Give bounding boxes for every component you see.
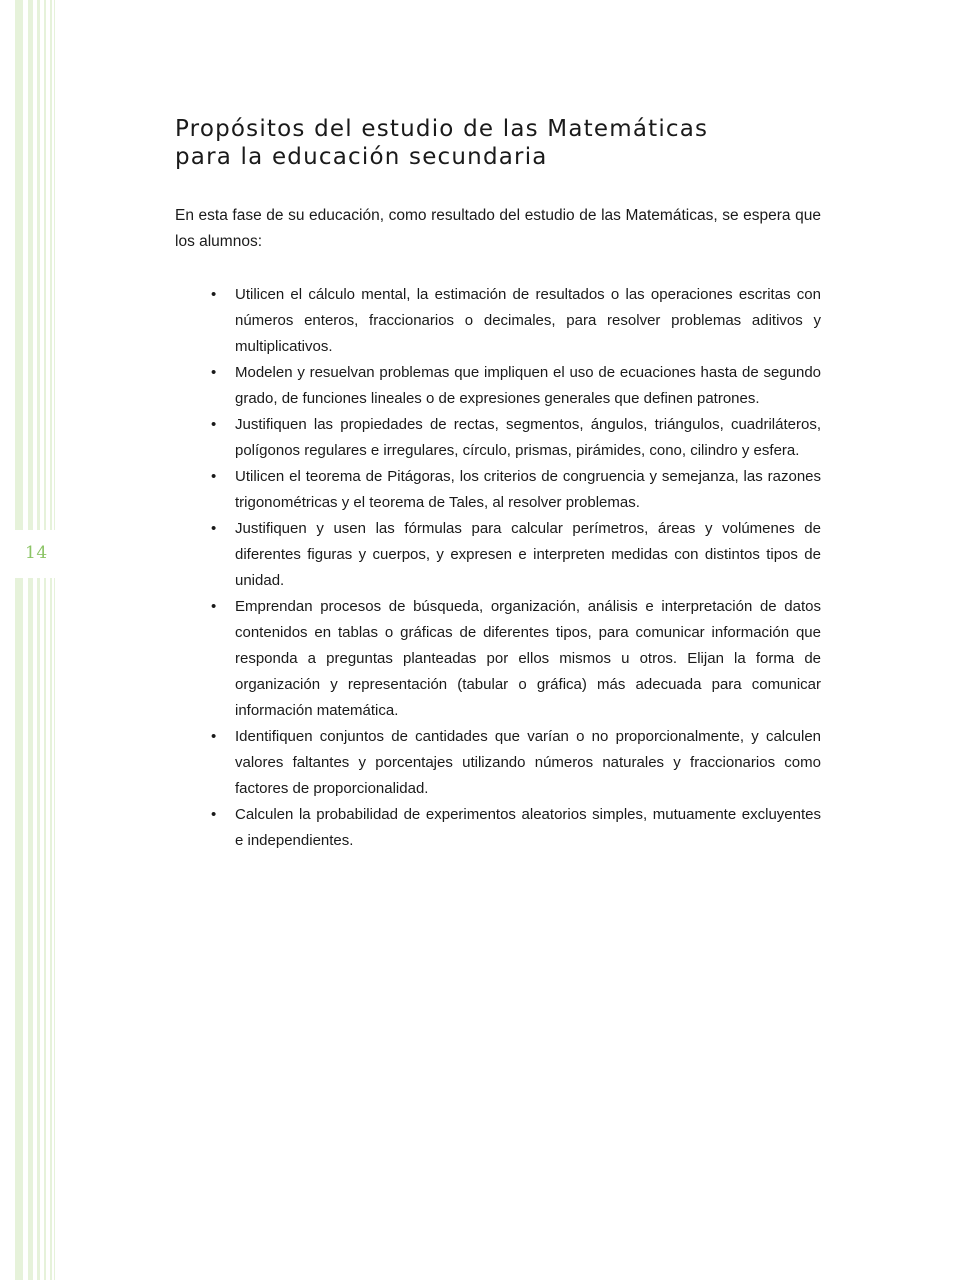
page-title [175,115,815,171]
list-item [175,412,821,464]
margin-stripe [37,0,40,1280]
list-item [175,594,821,724]
list-item-text: Utilicen el teorema de Pitágoras, los criterios de congruencia y semejanza, las razones trigonométricas y el teorema de Tales, al resolver problemas. [235,468,821,511]
margin-stripe [50,0,52,1280]
list-item [175,802,821,854]
bullet-icon: • [211,286,217,303]
bullet-icon: • [211,416,217,433]
bullet-icon: • [211,468,217,485]
margin-stripe [15,0,23,1280]
intro-paragraph: En esta fase de su educación, como resultado del estudio de las Matemáticas, se espera que los alumnos: [175,207,821,250]
bullet-icon: • [211,806,217,823]
list-item-text: Emprendan procesos de búsqueda, organización, análisis e interpretación de datos contenidos en tablas o gráficas de diferentes tipos, para comunicar información que responda a preguntas planteadas por ellos mismos u otros. Elijan la forma de organización y representación (tabular o gráfica) más adecuada para comunicar información matemática. [235,598,821,719]
bullet-icon: • [211,520,217,537]
margin-stripe [28,0,33,1280]
page-title-line-1: Propósitos del estudio de las Matemáticas [175,116,709,142]
bullet-icon: • [211,364,217,381]
list-item-text: Calculen la probabilidad de experimentos aleatorios simples, mutuamente excluyentes e independientes. [235,806,821,849]
list-item-text: Justifiquen y usen las fórmulas para calcular perímetros, áreas y volúmenes de diferentes figuras y cuerpos, y expresen e interpreten medidas con distintos tipos de unidad. [235,520,821,589]
list-item-text: Justifiquen las propiedades de rectas, segmentos, ángulos, triángulos, cuadriláteros, polígonos regulares e irregulares, círculo, prismas, pirámides, cono, cilindro y esfera. [235,416,821,459]
list-item [175,464,821,516]
bullet-icon: • [211,598,217,615]
page-title-line-2: para la educación secundaria [175,144,548,170]
list-item [175,360,821,412]
list-item-text: Modelen y resuelvan problemas que impliquen el uso de ecuaciones hasta de segundo grado, de funciones lineales o de expresiones generales que definen patrones. [235,364,821,407]
list-item [175,282,821,360]
list-item-text: Identifiquen conjuntos de cantidades que varían o no proporcionalmente, y calculen valores faltantes y porcentajes utilizando números naturales y fraccionarios como factores de proporcionalidad. [235,728,821,797]
page-number: 14 [25,543,48,563]
bullet-icon: • [211,728,217,745]
objectives-list [175,282,821,854]
list-item-text: Utilicen el cálculo mental, la estimación de resultados o las operaciones escritas con números enteros, fraccionarios o decimales, para resolver problemas aditivos y multiplicativos. [235,286,821,355]
margin-stripe [54,0,55,1280]
margin-stripe [44,0,46,1280]
list-item [175,516,821,594]
list-item [175,724,821,802]
